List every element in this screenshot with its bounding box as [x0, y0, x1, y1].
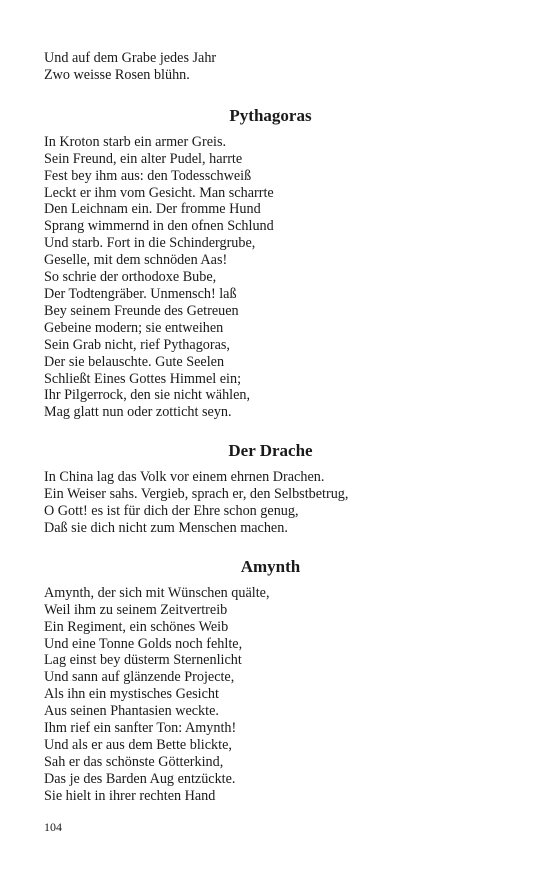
- verse-line: In China lag das Volk vor einem ehrnen Drachen.: [44, 469, 325, 486]
- verse-line: Und auf dem Grabe jedes Jahr: [44, 50, 217, 66]
- verse-line: Daß sie dich nicht zum Menschen machen.: [44, 519, 288, 536]
- verse-line: Bey seinem Freunde des Getreuen: [44, 302, 239, 319]
- verse-line: Und starb. Fort in die Schindergrube,: [44, 235, 256, 252]
- verse-line: Schließt Eines Gottes Himmel ein;: [44, 370, 242, 387]
- verse-line: Ihm rief ein sanfter Ton: Amynth!: [44, 720, 237, 737]
- verse-line: Ein Regiment, ein schönes Weib: [44, 618, 229, 635]
- poem-body-amynth: [44, 585, 514, 805]
- verse-line: Sprang wimmernd in den ofnen Schlund: [44, 218, 274, 235]
- intro-stanza: [44, 50, 514, 84]
- verse-line: Gebeine modern; sie entweihen: [44, 319, 224, 336]
- verse-line: In Kroton starb ein armer Greis.: [44, 133, 227, 150]
- verse-line: Sein Grab nicht, rief Pythagoras,: [44, 336, 230, 353]
- verse-line: Amynth, der sich mit Wünschen quälte,: [44, 584, 270, 601]
- verse-line: Leckt er ihm vom Gesicht. Man scharrte: [44, 184, 274, 201]
- verse-line: So schrie der orthodoxe Bube,: [44, 269, 217, 286]
- verse-line: Sah er das schönste Götterkind,: [44, 753, 224, 770]
- verse-line: Aus seinen Phantasien weckte.: [44, 703, 219, 720]
- verse-line: Den Leichnam ein. Der fromme Hund: [44, 201, 261, 218]
- verse-line: Und eine Tonne Golds noch fehlte,: [44, 635, 243, 652]
- verse-line: Ein Weiser sahs. Vergieb, sprach er, den Selbstbetrug,: [44, 486, 349, 503]
- poem-title-pythagoras: Pythagoras: [229, 105, 312, 125]
- verse-line: Sie hielt in ihrer rechten Hand: [44, 787, 216, 804]
- verse-line: Weil ihm zu seinem Zeitvertreib: [44, 601, 228, 618]
- verse-line: Und sann auf glänzende Projecte,: [44, 669, 235, 686]
- verse-line: Ihr Pilgerrock, den sie nicht wählen,: [44, 387, 251, 404]
- verse-line: Das je des Barden Aug entzückte.: [44, 770, 236, 787]
- page-body: [44, 50, 514, 805]
- verse-line: Fest bey ihm aus: den Todesschweiß: [44, 167, 252, 184]
- poem-body-der-drache: [44, 469, 514, 537]
- poem-title-amynth: Amynth: [240, 556, 301, 576]
- verse-line: Sein Freund, ein alter Pudel, harrte: [44, 150, 243, 167]
- verse-line: Als ihn ein mystisches Gesicht: [44, 686, 219, 703]
- verse-line: Mag glatt nun oder zotticht seyn.: [44, 404, 232, 421]
- verse-line: Der Todtengräber. Unmensch! laß: [44, 285, 237, 302]
- verse-line: Zwo weisse Rosen blühn.: [44, 66, 190, 83]
- page-number: 104: [44, 820, 62, 834]
- verse-line: Lag einst bey düsterm Sternenlicht: [44, 652, 242, 669]
- poem-title-der-drache: Der Drache: [228, 441, 313, 461]
- verse-line: Und als er aus dem Bette blickte,: [44, 737, 232, 753]
- verse-line: Geselle, mit dem schnöden Aas!: [44, 252, 228, 269]
- poem-body-pythagoras: [44, 134, 514, 421]
- verse-line: Der sie belauschte. Gute Seelen: [44, 353, 225, 370]
- verse-line: O Gott! es ist für dich der Ehre schon genug,: [44, 503, 299, 520]
